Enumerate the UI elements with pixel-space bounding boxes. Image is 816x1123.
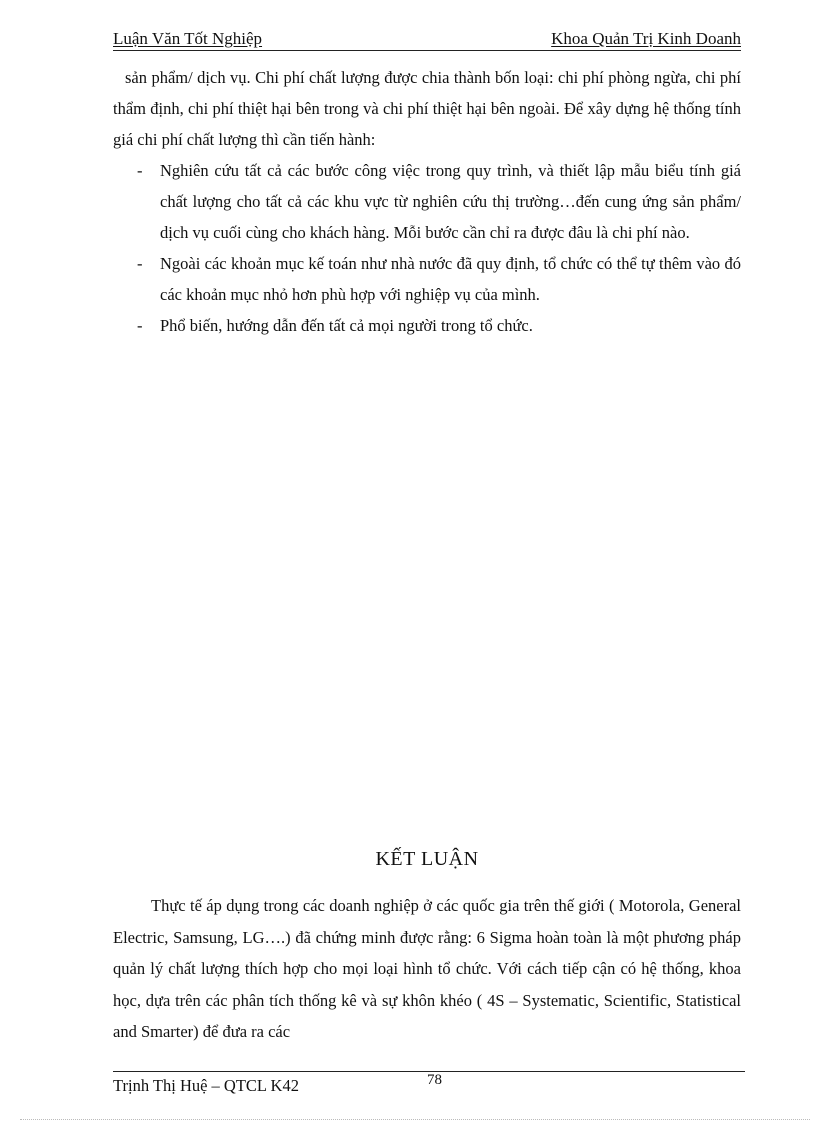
list-item (113, 310, 741, 341)
steps-list (113, 155, 741, 341)
conclusion-heading: KẾT LUẬN (375, 848, 479, 870)
body-text (113, 62, 741, 341)
bullet-dash: - (137, 161, 143, 180)
list-item-text: Ngoài các khoản mục kế toán như nhà nước đã quy định, tổ chức có thể tự thêm vào đó các khoản mục nhỏ hơn phù hợp với nghiệp vụ của mình. (160, 254, 741, 304)
bullet-dash: - (137, 316, 143, 335)
page-bottom-divider (20, 1119, 810, 1120)
list-item (113, 155, 741, 248)
list-item-text: Phổ biến, hướng dẫn đến tất cả mọi người trong tổ chức. (160, 316, 533, 335)
intro-paragraph: sản phẩm/ dịch vụ. Chi phí chất lượng được chia thành bốn loại: chi phí phòng ngừa, chi phí thẩm định, chi phí thiệt hại bên trong và chi phí thiệt hại bên ngoài. Để xây dựng hệ thống tính giá chi phí chất lượng thì cần tiến hành: (113, 68, 741, 149)
conclusion-paragraph: Thực tế áp dụng trong các doanh nghiệp ở các quốc gia trên thế giới ( Motorola, General Electric, Samsung, LG….) đã chứng minh được rằng: 6 Sigma hoàn toàn là một phương pháp quản lý chất lượng thích hợp cho mọi loại hình tổ chức. Với cách tiếp cận có hệ thống, khoa học, dựa trên các phân tích thống kê và sự khôn khéo ( 4S – Systematic, Scientific, Statistical and Smarter) để đưa ra các (113, 896, 741, 1041)
header-faculty: Khoa Quản Trị Kinh Doanh (551, 29, 741, 48)
header-thesis-title: Luận Văn Tốt Nghiệp (113, 29, 263, 48)
conclusion-body (113, 890, 741, 1048)
page-number: 78 (427, 1072, 442, 1088)
page-footer (113, 1071, 745, 1095)
footer-author: Trịnh Thị Huệ – QTCL K42 (113, 1076, 299, 1095)
page-header (113, 29, 741, 51)
list-item-text: Nghiên cứu tất cả các bước công việc trong quy trình, và thiết lập mẫu biểu tính giá chất lượng cho tất cả các khu vực từ nghiên cứu thị trường…đến cung ứng sản phẩm/ dịch vụ cuối cùng cho khách hàng. Mỗi bước cần chỉ ra được đâu là chi phí nào. (160, 161, 741, 242)
bullet-dash: - (137, 254, 143, 273)
list-item (113, 248, 741, 310)
